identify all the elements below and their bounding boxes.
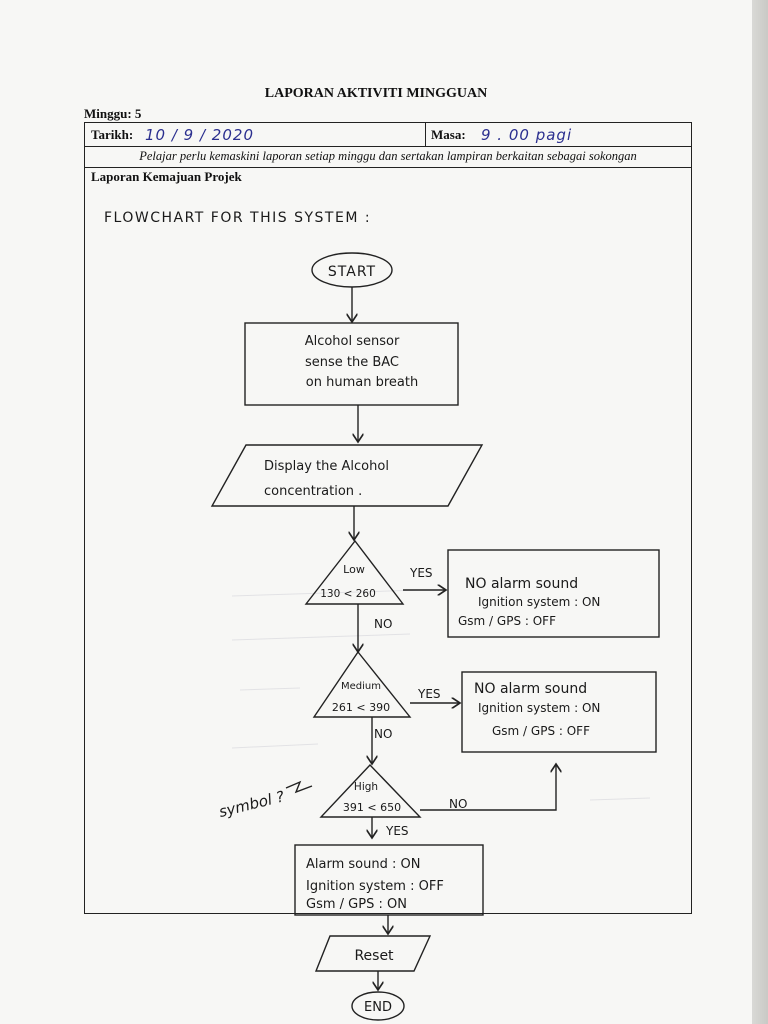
no-label: NO xyxy=(449,797,468,811)
decision-low-label: Low xyxy=(343,563,365,576)
result-line: NO alarm sound xyxy=(474,681,588,697)
result-line: Gsm / GPS : OFF xyxy=(458,614,556,628)
decision-high-label: High xyxy=(353,781,379,793)
result-line: Ignition system : ON xyxy=(478,701,601,715)
reset-label: Reset xyxy=(354,948,394,964)
start-label: START xyxy=(327,264,377,280)
side-note: symbol ? xyxy=(216,787,287,821)
section-title: Laporan Kemajuan Projek xyxy=(91,169,242,184)
arrow xyxy=(420,764,556,810)
side-note-pointer xyxy=(286,782,312,792)
decision-medium-label: Medium xyxy=(341,681,381,692)
yes-label: YES xyxy=(410,566,433,580)
process-line: sense the BAC xyxy=(304,355,400,370)
decision-medium-range: 261 < 390 xyxy=(331,701,391,714)
process-line: Alcohol sensor xyxy=(304,334,400,349)
result-line: NO alarm sound xyxy=(465,576,579,592)
result-line: Ignition system : ON xyxy=(478,595,601,609)
yes-label: YES xyxy=(386,824,409,838)
end-label: END xyxy=(364,1000,392,1015)
date-value: 10 / 9 / 2020 xyxy=(145,126,254,144)
date-label: Tarikh: xyxy=(91,127,134,142)
week-label: Minggu: 5 xyxy=(84,106,142,121)
time-value: 9 . 00 pagi xyxy=(481,126,573,144)
no-label: NO xyxy=(374,617,393,631)
decision-high-range: 391 < 650 xyxy=(342,801,402,814)
process-line: on human breath xyxy=(305,375,419,390)
time-label: Masa: xyxy=(431,127,466,142)
display-line: concentration . xyxy=(264,484,363,499)
display-line: Display the Alcohol xyxy=(264,459,389,474)
result-line: Alarm sound : ON xyxy=(306,857,421,872)
result-line: Gsm / GPS : OFF xyxy=(492,724,590,738)
yes-label: YES xyxy=(418,687,441,701)
no-label: NO xyxy=(374,727,393,741)
bleed-through-text xyxy=(232,590,650,800)
decision-low-range: 130 < 260 xyxy=(320,588,376,600)
result-line: Ignition system : OFF xyxy=(306,879,444,894)
instruction-text: Pelajar perlu kemaskini laporan setiap minggu dan sertakan lampiran berkaitan sebagai sokongan xyxy=(139,149,637,163)
report-title: LAPORAN AKTIVITI MINGGUAN xyxy=(264,86,488,101)
result-line: Gsm / GPS : ON xyxy=(306,897,407,912)
flowchart-heading: FLOWCHART FOR THIS SYSTEM : xyxy=(104,210,372,226)
